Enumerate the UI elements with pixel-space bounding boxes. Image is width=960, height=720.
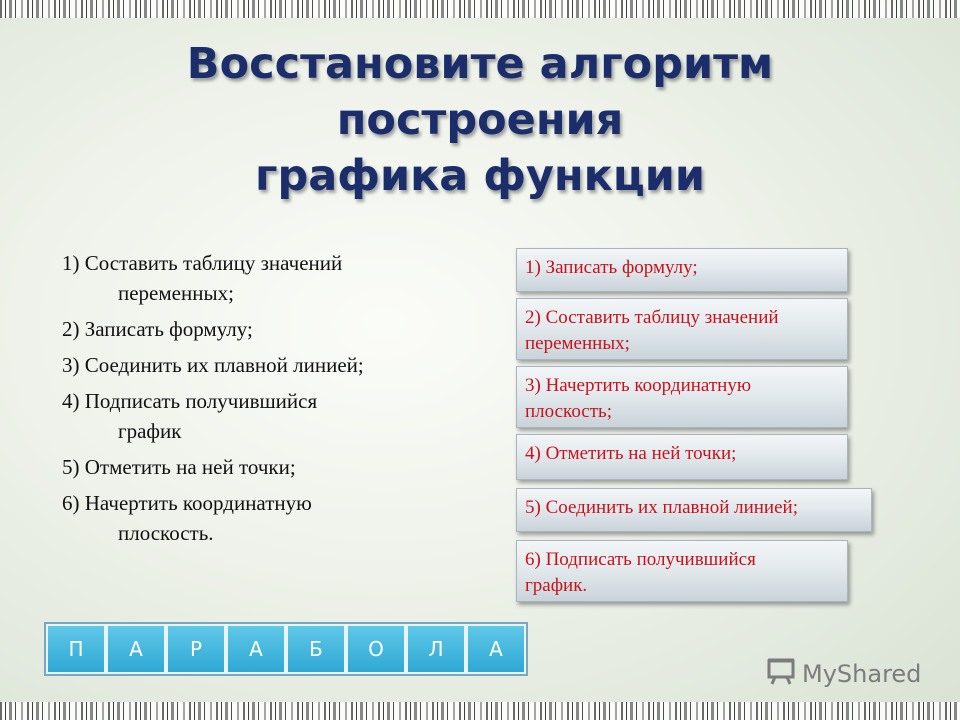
title-line-1: Восстановите алгоритм построения [186,39,774,145]
letter-cell[interactable]: Л [408,626,464,672]
letter-cell[interactable]: Р [168,626,224,672]
letter-cell[interactable]: О [348,626,404,672]
list-item: 6) Начертить координатную плоскость. [62,491,312,545]
slide-title [40,36,920,204]
answer-card-1[interactable]: 1) Записать формулу; [516,248,848,292]
top-decorative-stripe [0,0,960,18]
answer-card-3[interactable]: 3) Начертить координатную плоскость; [516,366,848,428]
answer-card-5[interactable]: 5) Соединить их плавной линией; [516,488,872,532]
answer-card-4[interactable]: 4) Отметить на ней точки; [516,434,848,480]
list-item: 3) Соединить их плавной линией; [62,353,364,377]
answer-card-6[interactable]: 6) Подписать получившийся график. [516,540,848,602]
list-item: 4) Подписать получившийся график [62,389,318,443]
list-item: 1) Составить таблицу значений переменных; [62,251,343,305]
scrambled-steps-list [62,248,462,554]
myshared-logo [766,656,921,692]
letter-cell[interactable]: А [228,626,284,672]
answer-card-2[interactable]: 2) Составить таблицу значений переменных; [516,298,848,360]
letter-cell[interactable]: Б [288,626,344,672]
title-line-2: графика функции [255,151,705,201]
letter-cell[interactable]: П [48,626,104,672]
bottom-decorative-stripe [0,702,960,720]
list-item: 5) Отметить на ней точки; [62,455,296,479]
presentation-board-icon [766,656,796,692]
list-item: 2) Записать формулу; [62,317,253,341]
answer-letters-row [44,622,528,676]
letter-cell[interactable]: А [108,626,164,672]
letter-cell[interactable]: А [468,626,524,672]
logo-text: MyShared [802,660,922,688]
